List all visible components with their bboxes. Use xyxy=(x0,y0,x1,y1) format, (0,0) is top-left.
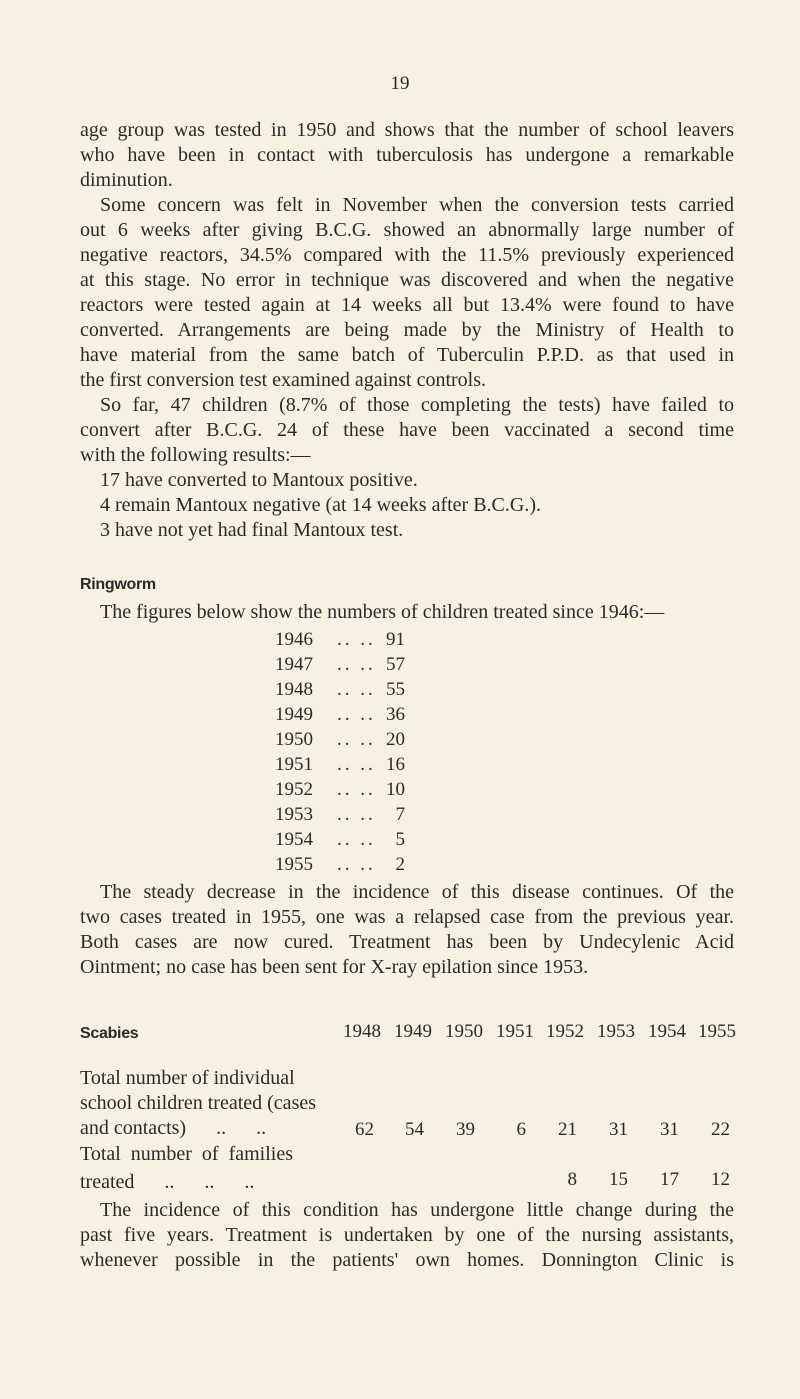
text-line: Ointment; no case has been sent for X-ray epilation since 1953. xyxy=(80,956,589,978)
result-item: 17 have converted to Mantoux positive. xyxy=(100,469,418,491)
cell-value: 31 xyxy=(609,1119,628,1140)
text-line: negative reactors, 34.5% compared with the 11.5% previously experienced xyxy=(80,244,734,266)
count: 5 xyxy=(395,829,405,850)
table-row xyxy=(275,653,405,677)
table-row xyxy=(275,678,405,702)
year: 1949 xyxy=(275,704,313,725)
section-heading-scabies: Scabies xyxy=(80,1025,139,1042)
text-line: reactors were tested again at 14 weeks all but 13.4% were found to have xyxy=(80,294,734,316)
cell-value: 15 xyxy=(609,1169,628,1190)
cell-value: 21 xyxy=(558,1119,577,1140)
text-line: two cases treated in 1955, one was a relapsed case from the previous year. xyxy=(80,906,734,928)
cell-value: 8 xyxy=(567,1169,577,1190)
row-label: Total number of individual xyxy=(80,1067,295,1089)
leader-dots: .. .. xyxy=(337,854,376,875)
leader-dots: .. .. xyxy=(337,704,376,725)
year: 1951 xyxy=(275,754,313,775)
column-header-year: 1955 xyxy=(698,1021,736,1042)
table-row xyxy=(275,803,405,827)
column-header-year: 1954 xyxy=(648,1021,686,1042)
column-header-year: 1948 xyxy=(343,1021,381,1042)
year: 1954 xyxy=(275,829,313,850)
table-row xyxy=(275,728,405,752)
count: 7 xyxy=(395,804,405,825)
text-line: with the following results:— xyxy=(80,444,311,466)
text-line: convert after B.C.G. 24 of these have been vaccinated a second time xyxy=(80,419,734,441)
year: 1947 xyxy=(275,654,313,675)
text-line: The steady decrease in the incidence of this disease continues. Of the xyxy=(100,881,734,903)
column-header-year: 1950 xyxy=(445,1021,483,1042)
table-row xyxy=(275,828,405,852)
text-line: past five years. Treatment is undertaken by one of the nursing assistants, xyxy=(80,1224,734,1246)
row-label: and contacts) .. .. xyxy=(80,1117,267,1139)
table-row xyxy=(275,703,405,727)
count: 36 xyxy=(386,704,405,725)
cell-value: 54 xyxy=(405,1119,424,1140)
text-line: who have been in contact with tuberculosis has undergone a remarkable xyxy=(80,144,734,166)
table-row xyxy=(275,753,405,777)
count: 10 xyxy=(386,779,405,800)
cell-value: 17 xyxy=(660,1169,679,1190)
ringworm-intro: The figures below show the numbers of children treated since 1946:— xyxy=(100,601,665,623)
result-item: 3 have not yet had final Mantoux test. xyxy=(100,519,404,541)
text-line: out 6 weeks after giving B.C.G. showed an abnormally large number of xyxy=(80,219,734,241)
year: 1955 xyxy=(275,854,313,875)
year: 1946 xyxy=(275,629,313,650)
column-header-year: 1953 xyxy=(597,1021,635,1042)
year: 1953 xyxy=(275,804,313,825)
table-row xyxy=(275,853,405,877)
table-row xyxy=(275,628,405,652)
count: 16 xyxy=(386,754,405,775)
page-number: 19 xyxy=(390,73,410,94)
text-line: Some concern was felt in November when the conversion tests carried xyxy=(100,194,734,216)
row-label: Total number of families xyxy=(80,1143,293,1165)
cell-value: 6 xyxy=(516,1119,526,1140)
text-line: converted. Arrangements are being made by the Ministry of Health to xyxy=(80,319,734,341)
table-row xyxy=(275,778,405,802)
text-line: Both cases are now cured. Treatment has been by Undecylenic Acid xyxy=(80,931,734,953)
text-line: at this stage. No error in technique was discovered and when the negative xyxy=(80,269,734,291)
year: 1952 xyxy=(275,779,313,800)
count: 55 xyxy=(386,679,405,700)
count: 2 xyxy=(395,854,405,875)
leader-dots: .. .. xyxy=(337,779,376,800)
row-label: school children treated (cases xyxy=(80,1092,317,1114)
text-line: The incidence of this condition has undergone little change during the xyxy=(100,1199,734,1221)
cell-value: 39 xyxy=(456,1119,475,1140)
column-header-year: 1952 xyxy=(546,1021,584,1042)
count: 57 xyxy=(386,654,405,675)
result-item: 4 remain Mantoux negative (at 14 weeks after B.C.G.). xyxy=(100,494,541,516)
text-line: diminution. xyxy=(80,169,173,191)
column-header-year: 1949 xyxy=(394,1021,432,1042)
column-header-year: 1951 xyxy=(496,1021,534,1042)
text-line: age group was tested in 1950 and shows that the number of school leavers xyxy=(80,119,734,141)
cell-value: 22 xyxy=(711,1119,730,1140)
text-line: whenever possible in the patients' own homes. Donnington Clinic is xyxy=(80,1249,734,1271)
year: 1950 xyxy=(275,729,313,750)
count: 20 xyxy=(386,729,405,750)
cell-value: 12 xyxy=(711,1169,730,1190)
year: 1948 xyxy=(275,679,313,700)
text-line: the first conversion test examined against controls. xyxy=(80,369,487,391)
leader-dots: .. .. xyxy=(337,754,376,775)
text-line: have material from the same batch of Tuberculin P.P.D. as that used in xyxy=(80,344,734,366)
text-line: So far, 47 children (8.7% of those completing the tests) have failed to xyxy=(100,394,734,416)
cell-value: 31 xyxy=(660,1119,679,1140)
leader-dots: .. .. xyxy=(337,729,376,750)
count: 91 xyxy=(386,629,405,650)
cell-value: 62 xyxy=(355,1119,374,1140)
leader-dots: .. .. xyxy=(337,629,376,650)
leader-dots: .. .. xyxy=(337,679,376,700)
row-label: treated .. .. .. xyxy=(80,1171,255,1193)
section-heading-ringworm: Ringworm xyxy=(80,576,156,593)
leader-dots: .. .. xyxy=(337,654,376,675)
leader-dots: .. .. xyxy=(337,829,376,850)
leader-dots: .. .. xyxy=(337,804,376,825)
